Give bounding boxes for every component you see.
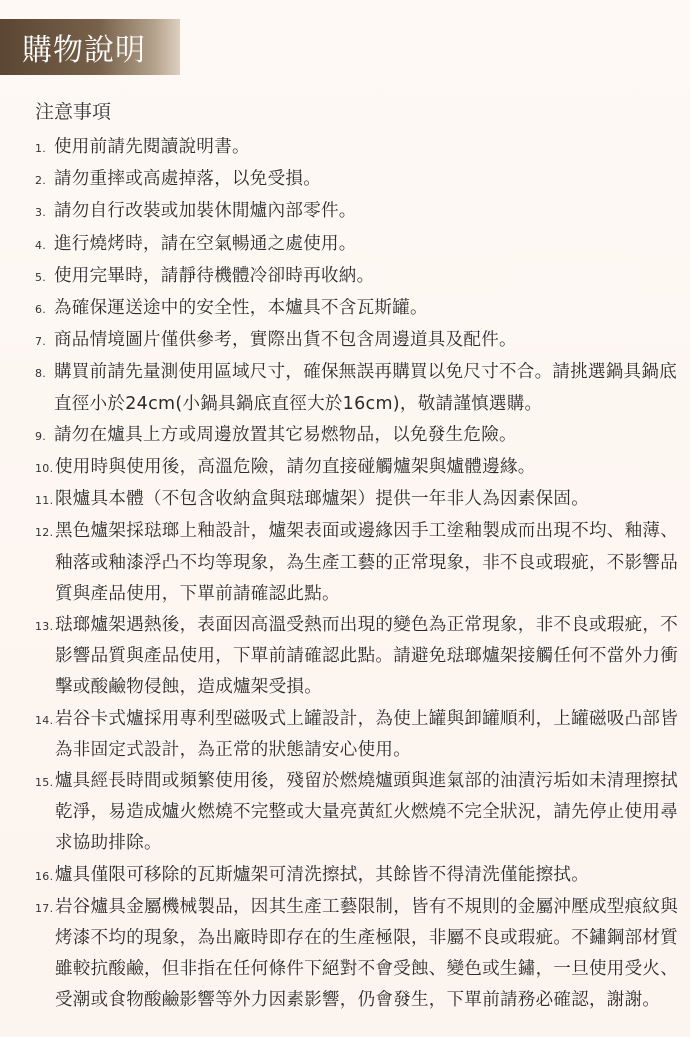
note-number: 15.: [35, 776, 54, 790]
note-item: [35, 892, 680, 1017]
note-number: 8.: [35, 367, 47, 381]
note-text: 使用時與使用後，高溫危險，請勿直接碰觸爐架與爐體邊緣。: [55, 457, 536, 478]
note-number: 16.: [35, 869, 54, 883]
note-number: 7.: [35, 335, 47, 349]
notes-section: [35, 96, 680, 1017]
note-number: 1.: [35, 142, 47, 155]
note-item: [35, 860, 680, 892]
note-number: 12.: [35, 526, 54, 540]
title-banner: [0, 19, 180, 75]
note-item: [35, 357, 680, 419]
note-text: 進行燒烤時，請在空氣暢通之處使用。: [54, 233, 357, 254]
note-text: 岩谷卡式爐採用專利型磁吸式上罐設計，為使上罐與卸罐順利，上罐磁吸凸部皆為非固定式設計，為正常的狀態請安心使用。: [55, 708, 678, 760]
note-number: 4.: [35, 238, 47, 252]
page-title: 購物說明: [22, 33, 146, 68]
note-number: 9.: [35, 429, 47, 443]
note-number: 5.: [35, 270, 47, 284]
note-item: [35, 704, 680, 766]
note-text: 購買前請先量測使用區域尺寸，確保無誤再購買以免尺寸不合。請挑選鍋具鍋底直徑小於24cm(小鍋具鍋底直徑大於16cm)，敬請謹慎選購。: [54, 362, 677, 414]
note-item: [35, 610, 680, 704]
note-number: 6.: [35, 303, 47, 317]
note-item: [35, 261, 680, 293]
note-item: [35, 196, 680, 228]
note-number: 14.: [35, 713, 54, 727]
note-text: 請勿在爐具上方或周邊放置其它易燃物品，以免發生危險。: [54, 424, 517, 445]
note-number: 3.: [35, 206, 47, 220]
note-text: 使用前請先閱讀說明書。: [54, 137, 250, 157]
note-number: 11.: [35, 494, 54, 508]
note-item: [35, 293, 680, 325]
note-text: 商品情境圖片僅供參考，實際出貨不包含周邊道具及配件。: [54, 330, 517, 351]
note-text: 爐具經長時間或頻繁使用後，殘留於燃燒爐頭與進氣部的油漬污垢如未清理擦拭乾淨，易造成爐火燃燒不完整或大量亮黃紅火燃燒不完全狀況，請先停止使用尋求協助排除。: [55, 771, 678, 854]
notes-heading: 注意事項: [35, 101, 112, 123]
note-text: 為確保運送途中的安全性，本爐具不含瓦斯罐。: [54, 298, 428, 319]
note-text: 請勿重摔或高處掉落，以免受損。: [54, 169, 321, 190]
note-number: 10.: [35, 462, 54, 476]
notes-list: [35, 132, 680, 1017]
note-text: 黑色爐架採琺瑯上釉設計，爐架表面或邊緣因手工塗釉製成而出現不均、釉薄、釉落或釉漆浮凸不均等現象，為生產工藝的正常現象，非不良或瑕疵，不影響品質與產品使用，下單前請確認此點。: [55, 521, 678, 604]
note-text: 限爐具本體（不包含收納盒與琺瑯爐架）提供一年非人為因素保固。: [55, 489, 589, 510]
note-item: [35, 325, 680, 357]
note-item: [35, 452, 680, 484]
note-number: 2.: [35, 174, 47, 188]
note-item: [35, 132, 680, 164]
note-item: [35, 420, 680, 452]
note-text: 請勿自行改裝或加裝休閒爐內部零件。: [54, 201, 357, 222]
note-number: 13.: [35, 620, 54, 634]
note-item: [35, 516, 680, 610]
note-number: 17.: [35, 901, 54, 915]
note-text: 岩谷爐具金屬機械製品，因其生產工藝限制，皆有不規則的金屬沖壓成型痕紋與烤漆不均的現象，為出廠時即存在的生產極限，非屬不良或瑕疵。不鏽鋼部材質雖較抗酸鹼，但非指在任何條件下絕對不會受蝕、變色或生鏽，一旦使用受火、受潮或食物酸鹼影響等外力因素影響，仍會發生，下單前請務必確認，謝謝。: [55, 896, 678, 1011]
note-text: 爐具僅限可移除的瓦斯爐架可清洗擦拭，其餘皆不得清洗僅能擦拭。: [55, 864, 589, 885]
note-item: [35, 164, 680, 196]
note-item: [35, 766, 680, 860]
note-item: [35, 484, 680, 516]
note-item: [35, 229, 680, 261]
note-text: 琺瑯爐架遇熱後，表面因高溫受熱而出現的變色為正常現象，非不良或瑕疵，不影響品質與產品使用，下單前請確認此點。請避免琺瑯爐架接觸任何不當外力衝擊或酸鹼物侵蝕，造成爐架受損。: [55, 615, 678, 698]
note-text: 使用完畢時，請靜待機體冷卻時再收納。: [54, 265, 375, 286]
